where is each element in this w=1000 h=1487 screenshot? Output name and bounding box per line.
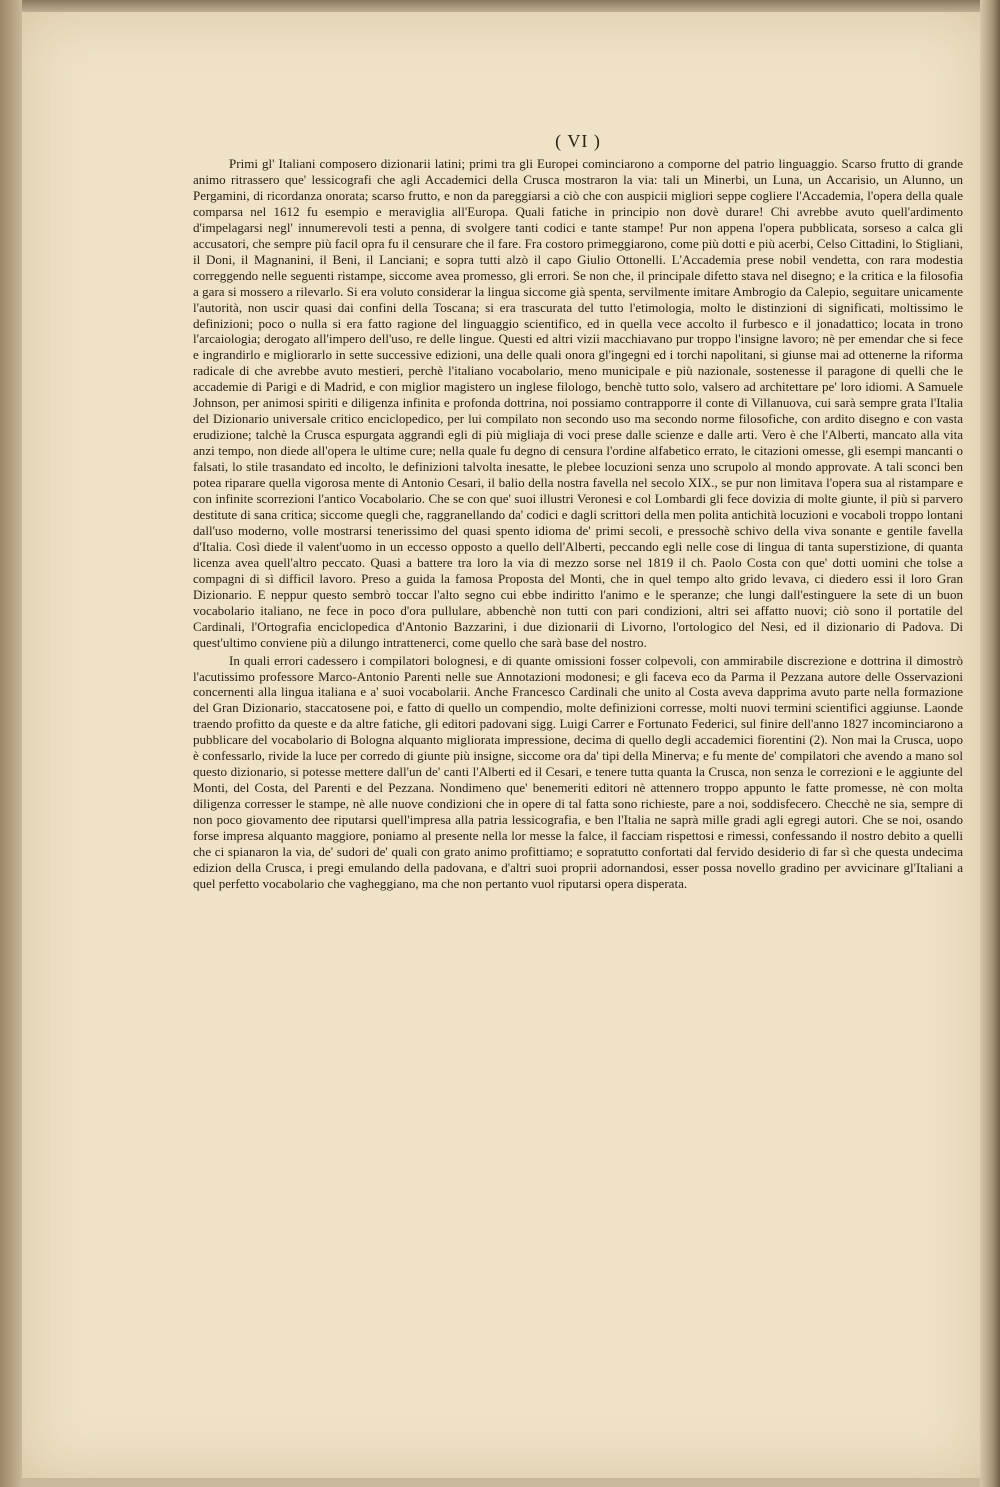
- paragraph-2: In quali errori cadessero i compilatori bolognesi, e di quante omissioni fosser colpevoli, con ammirabile discrezione e dottrina il dimostrò l'acutissimo professore Marco-Antonio Parenti nelle sue Annotazioni modonesi; e gli faceva eco da Parma il Pezzana autore delle Osservazioni concernenti alla lingua italiana e a' suoi vocabolarii. Anche Francesco Cardinali che unito al Costa aveva dapprima avuto parte nella formazione del Gran Dizionario, staccatosene poi, e fatto di quello un compendio, molte definizioni corresse, molti nuovi termini scientifici aggiunse. Laonde traendo profitto da queste e da altre fatiche, gli editori padovani sigg. Luigi Carrer e Fortunato Federici, sul finire dell'anno 1827 incominciarono a pubblicare del vocabolario di Bologna alquanto migliorata impressione, decima di quello degli accademici fiorentini (2). Non mai la Crusca, uopo è confessarlo, rivide la luce per corredo di giunte più insigne, siccome ora da' tipi della Minerva; e fu mente de' compilatori che avendo a mano sol questo dizionario, si potesse mettere dall'un de' canti l'Alberti ed il Cesari, e tenere tutta quanta la Crusca, non senza le correzioni e le aggiunte del Monti, del Costa, del Parenti e del Pezzana. Nondimeno que' benemeriti editori nè attennero troppo appunto le fatte promesse, nè con molta diligenza corresser le stampe, nè alle nuove condizioni che in opere di tal fatta sono richieste, pare a noi, soddisfecero. Checchè ne sia, sempre di non poco giovamento dee riputarsi quell'impresa alla patria lessicografia, e ben l'Italia ne saprà mille gradi agli egregi autori. Che se noi, osando forse impresa alquanto maggiore, poniamo al presente nella lor messe la falce, il facciam rispettosi e rimessi, confessando il nostro debito a quelli che ci spianaron la via, de' sudori de' quali con grato animo profittiamo; e sopratutto confortati dal fervido desiderio di far sì che questa undecima edizion della Crusca, i pregi emulando della padovana, e d'altri suoi proprii adornandosi, esser possa novello gradino per avvicinare gl'Italiani a quel perfetto vocabolario che vagheggiano, ma che non pertanto vuol riputarsi opera disperata.: [193, 652, 963, 891]
- page-number: ( VI ): [555, 131, 601, 151]
- page-left-edge: [0, 0, 22, 1487]
- paragraph-1: Primi gl' Italiani composero dizionarii latini; primi tra gli Europei cominciarono a comporne del patrio linguaggio. Scarso frutto di grande animo ritrassero que' lessicografi che agli Accademici della Crusca mostraron la via: tali un Minerbi, un Luna, un Accarisio, un Alunno, un Pergamini, di ricordanza onorata; scarso frutto, e non da pareggiarsi a ciò che con auspicii migliori seppe cogliere l'Accademia, l'opera della quale comparsa nel 1612 fu esempio e meraviglia all'Europa. Quali fatiche in principio non dovè durare! Chi avrebbe avuto quell'ardimento d'impelagarsi negl' innumerevoli testi a penna, di svolgere tanti codici e tante stampe! Pur non appena l'opera pubblicata, sorsesо a calca gli accusatori, che sempre più facil opra fu il censurare che il fare. Fra costoro primeggiarono, come più dotti e più acerbi, Celso Cittadini, lo Stigliani, il Doni, il Magnanini, il Beni, il Lanciani; e sopra tutti alzò il capo Giulio Ottonelli. L'Accademia prese nobil vendetta, con rara modestia correggendo nelle seguenti ristampe, siccome avea promesso, gli errori. Se non che, il principale difetto stava nel disegno; e la critica e la filosofia a gara si mossero a rilevarlo. Si era voluto considerar la lingua siccome già spenta, servilmente imitare Ambrogio da Calepio, seguitare unicamente l'autorità, non uscir quasi dai confini della Toscana; si era trascurata del tutto l'etimologia, molto le distinzioni di significati, moltissimo le definizioni; poco o nulla si era fatto ragione del linguaggio scientifico, ed in quella vece accolto il furbesco e il jonadattico; locata in trono l'arcaiologia; derogato all'impero dell'uso, re delle lingue. Questi ed altri vizii macchiavano pur troppo l'insigne lavoro; nè per emendar che si fece e ingrandirlo e migliorarlo in sette successive edizioni, una delle quali onora gl'ingegni ed i torchi napolitani, si giunse mai ad ottenerne la riforma radicale di che avrebbe avuto mestieri, perchè l'italiano vocabolario, meno municipale e più nazionale, sostenesse il paragone di quelli che le accademie di Parigi e di Madrid, e con miglior magistero un inglese filologo, benchè tutto solo, valsero ad architettare pe' loro idiomi. A Samuele Johnson, per animosi spiriti e diligenza infinita e profonda dottrina, noi possiamo contrapporre il conte di Villanuova, cui sarà sempre grata l'Italia del Dizionario universale critico enciclopedico, per lui compilato non secondo uso ma secondo norme filosofiche, con ardito disegno e con vasta erudizione; talchè la Crusca espurgata aggrandì egli di più migliaja di voci prese dalle scienze e dalle arti. Vero è che l'Alberti, mancato alla vita anzi tempo, non diede all'opera le ultime cure; nella quale fu degno di censura l'ordine alfabetico errato, le citazioni omesse, gli esempi mancanti o falsati, lo stile trasandato ed incolto, le definizioni talvolta inesatte, le plebee locuzioni senza uno scrupolo al mondo approvate. A tali sconci ben potea riparare quella vigorosa mente di Antonio Cesari, il balio della nostra favella nel secolo XIX., se pur non limitava l'opera sua al ristampare e con infinite scorrezioni l'antico Vocabolario. Che se con que' suoi illustri Veronesi e col Lombardi gli fece dovizia di molte giunte, il più si parvero destitute di sana critica; siccome quegli che, raggranellando da' codici e dagli scrittori della men polita antichità locuzioni e vocaboli troppo lontani dall'uso moderno, volle mostrarsi tenerissimo del quasi spento idioma de' primi secoli, e pressochè schivo della viva sonante e gentile favella d'Italia. Così diede il valent'uomo in un eccesso opposto a quello dell'Alberti, peccando egli nelle cose di lingua di tanta superstizione, di quanta licenza avea quell'altro peccato. Quasi a battere tra loro la via di mezzo sorse nel 1819 il ch. Paolo Costa con que' dotti uomini che tolse a compagni di sì difficil lavoro. Preso a guida la famosa Proposta del Monti, che in quel tempo alto grido levava, ci diedero essi il loro Gran Dizionario. E neppur questo sembrò toccar l'alto segno cui ebbe indiritto l'animo e le speranze; che lungi dall'estinguere la sete di un buon vocabolario italiano, ne fece in poco d'ora pullulare, abbenchè non tutti con pari condizioni, altri sei affatto nuovi; ciò sono il portatile del Cardinali, l'Ortografia enciclopedica d'Antonio Bazzarini, i due dizionarii di Livorno, l'ortologico del Nesi, ed il dizionario di Padova. Di quest'ultimo conviene più a dilungo intrattenerci, come quello che sarà base del nostro.: [193, 156, 963, 650]
- page-content: [193, 131, 963, 892]
- page-right-edge: [980, 0, 1000, 1487]
